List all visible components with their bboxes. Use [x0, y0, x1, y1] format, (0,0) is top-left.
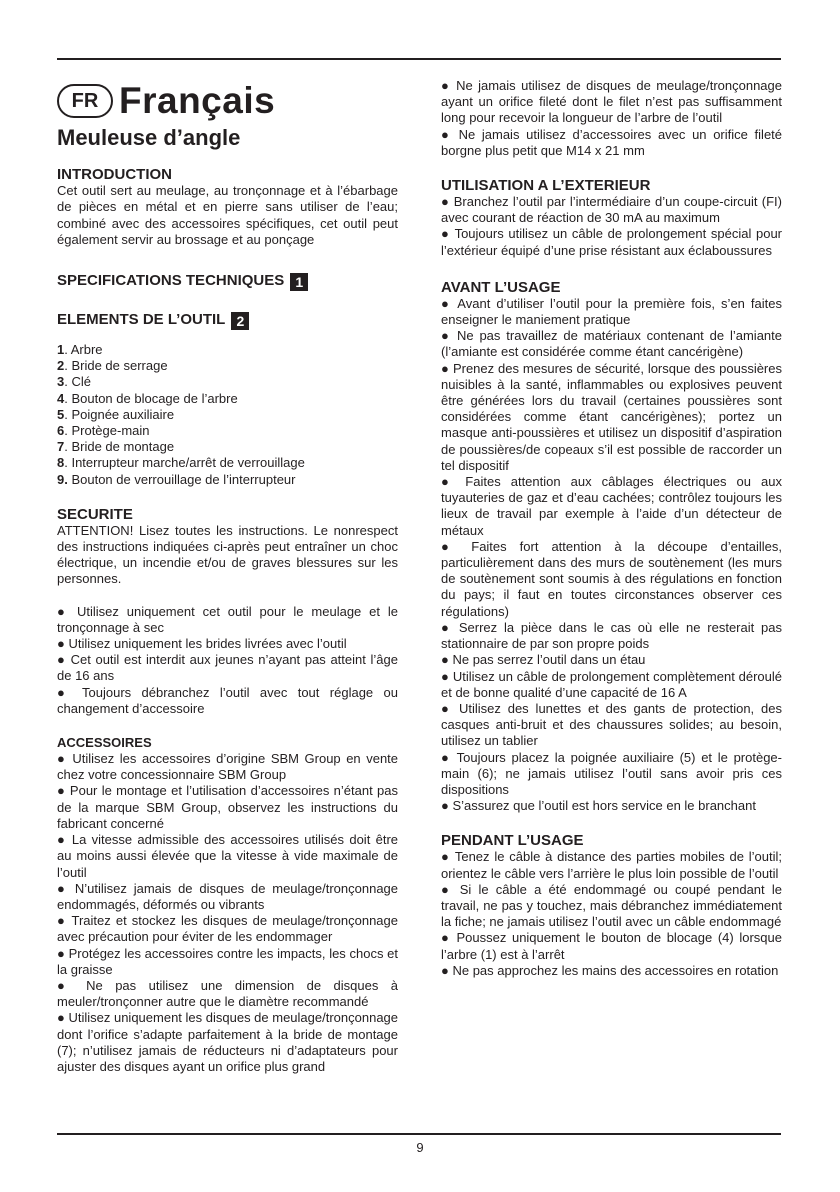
part-item — [57, 391, 398, 407]
elements-section — [57, 311, 398, 488]
left-column — [57, 78, 398, 1089]
securite-heading: SECURITE — [57, 505, 133, 523]
accessoires-heading: ACCESSOIRES — [57, 735, 152, 751]
bullet-item: ● Utilisez uniquement cet outil pour le meulage et le tronçonnage à sec — [57, 604, 398, 636]
bullet-item: ● Serrez la pièce dans le cas où elle ne resterait pas stationnaire de par son propre poids — [441, 620, 782, 652]
bullet-item: ● Avant d’utiliser l’outil pour la première fois, s’en faites enseigner le maniement pratique — [441, 296, 782, 328]
part-item — [57, 358, 398, 374]
securite-section — [57, 506, 398, 717]
part-label: . Bride de serrage — [64, 358, 168, 374]
introduction-text: Cet outil sert au meulage, au tronçonnage et à l’ébarbage de pièces en métal et en pierre sans utiliser de l’eau; combiné avec des accessoires spécifiques, cet outil peut également servir au brossage et au ponçage — [57, 183, 398, 247]
part-number: 1 — [57, 342, 65, 358]
top-rule — [57, 58, 781, 60]
parts-list — [57, 342, 398, 488]
language-header — [57, 78, 398, 124]
part-item — [57, 342, 398, 358]
bullet-item: ● Protégez les accessoires contre les impacts, les chocs et la graisse — [57, 946, 398, 978]
bullet-item: ● S’assurez que l’outil est hors service en le branchant — [441, 798, 782, 814]
introduction-section — [57, 166, 398, 248]
bullet-item: ● Faites attention aux câblages électriques ou aux tuyauteries de gaz et d’eau cachées; contrôlez toujours les lieux de travail par exemple à l’aide d’un détecteur de métaux — [441, 474, 782, 539]
part-item — [57, 455, 398, 471]
specs-section — [57, 272, 398, 291]
part-label: . Arbre — [64, 342, 103, 358]
bullet-item: ● Faites fort attention à la découpe d’entailles, particulièrement dans des murs de soutènement (les murs de soutènement sont soumis à des régulations en fonction du pays; il faut en toutes circonstances observer ces régulations) — [441, 539, 782, 620]
pendant-list — [441, 849, 782, 979]
avant-list — [441, 296, 782, 815]
exterieur-heading: UTILISATION A L’EXTERIEUR — [441, 177, 651, 195]
language-title: Français — [119, 79, 276, 121]
bottom-rule — [57, 1133, 781, 1135]
avant-section — [441, 279, 782, 815]
bullet-item: ● Ne pas serrez l’outil dans un étau — [441, 652, 782, 668]
part-number: 6 — [57, 423, 65, 439]
bullet-item: ● Ne pas travaillez de matériaux contenant de l’amiante (l’amiante est considérée comme étant cancérigène) — [441, 328, 782, 360]
bullet-item: ● Toujours utilisez un câble de prolongement spécial pour l’extérieur équipé d’une prise résistant aux éclaboussures — [441, 226, 782, 258]
part-item — [57, 423, 398, 439]
bullet-item: ● Ne jamais utilisez d’accessoires avec un orifice fileté borgne plus petit que M14 x 21 mm — [441, 127, 782, 159]
bullet-item: ● Si le câble a été endommagé ou coupé pendant le travail, ne pas y touchez, mais débranchez immédiatement la fiche; ne jamais utilisez l’outil avec un câble endommagé — [441, 882, 782, 931]
part-label: . Bride de montage — [64, 439, 175, 455]
bullet-item: ● Utilisez des lunettes et des gants de protection, des casques anti-bruit et des chaussures solides; au besoin, utilisez un tablier — [441, 701, 782, 750]
bullet-item: ● Poussez uniquement le bouton de blocage (4) lorsque l’arbre (1) est à l’arrêt — [441, 930, 782, 962]
part-label: . Clé — [64, 374, 91, 390]
bullet-item: ● Utilisez uniquement les brides livrées avec l’outil — [57, 636, 398, 652]
page-title: Meuleuse d’angle — [57, 125, 241, 150]
accessoires-continued-list — [441, 78, 782, 159]
elements-heading: ELEMENTS DE L’OUTIL 2 — [57, 311, 398, 330]
page-number: 9 — [416, 1140, 424, 1155]
bullet-item: ● Toujours débranchez l’outil avec tout réglage ou changement d’accessoire — [57, 685, 398, 717]
part-number: 2 — [57, 358, 65, 374]
part-number: 4 — [57, 390, 65, 406]
part-number: 3 — [57, 374, 65, 390]
pendant-heading: PENDANT L’USAGE — [441, 832, 584, 850]
bullet-item: ● N’utilisez jamais de disques de meulage/tronçonnage endommagés, déformés ou vibrants — [57, 881, 398, 913]
part-label: . Protège-main — [64, 423, 150, 439]
bullet-item: ● Toujours placez la poignée auxiliaire (5) et le protège-main (6); ne jamais utilisez l’outil sans avoir pris ces dispositions — [441, 750, 782, 799]
language-code-badge: FR — [57, 84, 113, 118]
part-label: . Interrupteur marche/arrêt de verrouillage — [64, 455, 305, 471]
right-column — [441, 78, 782, 993]
exterieur-section — [441, 177, 782, 259]
exterieur-list — [441, 194, 782, 259]
bullet-item: ● Ne jamais utilisez de disques de meulage/tronçonnage ayant un orifice fileté dont le filet n’est pas suffisamment long pour recevoir la longueur de l’arbre de l’outil — [441, 78, 782, 127]
bullet-item: ● Ne pas utilisez une dimension de disques à meuler/tronçonner autre que le diamètre recommandé — [57, 978, 398, 1010]
bullet-item: ● Utilisez uniquement les disques de meulage/tronçonnage dont l’orifice s’adapte parfaitement à la bride de montage (7); n’utilisez jamais de réducteurs ni d’adaptateurs pour ajuster des disques ayant un orifice plus grand — [57, 1010, 398, 1075]
securite-intro: ATTENTION! Lisez toutes les instructions. Le nonrespect des instructions indiquées ci-après peut entraîner un choc électrique, un incendie et/ou de graves blessures sur les personnes. — [57, 522, 398, 587]
part-item — [57, 374, 398, 390]
part-item — [57, 472, 398, 488]
figure-badge: 2 — [231, 312, 249, 330]
bullet-item: ● La vitesse admissible des accessoires utilisés doit être au moins aussi élevée que la vitesse à vide maximale de l’outil — [57, 832, 398, 881]
bullet-item: ● Tenez le câble à distance des parties mobiles de l’outil; orientez le câble vers l’arrière le plus loin possible de l’outil — [441, 849, 782, 881]
securite-list — [57, 604, 398, 717]
accessoires-continued — [441, 78, 782, 159]
part-item — [57, 407, 398, 423]
part-label: . Poignée auxiliaire — [64, 406, 175, 422]
bullet-item: ● Prenez des mesures de sécurité, lorsque des poussières nuisibles à la santé, inflammables ou explosives peuvent être générées lors du travail (certaines poussières sont considérées comme étant cancérigènes); portez un masque anti-poussières et utilisez un dispositif d’aspiration de poussières/de copeaux s’il est possible de raccorder un tel dispositif — [441, 361, 782, 474]
bullet-item: ● Branchez l’outil par l’intermédiaire d’un coupe-circuit (FI) avec courant de réaction de 30 mA au maximum — [441, 194, 782, 226]
bullet-item: ● Utilisez les accessoires d’origine SBM Group en vente chez votre concessionnaire SBM Group — [57, 751, 398, 783]
bullet-item: ● Ne pas approchez les mains des accessoires en rotation — [441, 963, 782, 979]
part-number: 7 — [57, 439, 65, 455]
part-number: 5 — [57, 406, 65, 422]
bullet-item: ● Utilisez un câble de prolongement complètement déroulé et de bonne qualité d’une capacité de 16 A — [441, 669, 782, 701]
bullet-item: ● Pour le montage et l’utilisation d’accessoires n’étant pas de la marque SBM Group, observez les instructions du fabricant concerné — [57, 783, 398, 832]
part-number: 9. — [57, 471, 68, 487]
bullet-item: ● Traitez et stockez les disques de meulage/tronçonnage avec précaution pour éviter de les endommager — [57, 913, 398, 945]
avant-heading: AVANT L’USAGE — [441, 278, 561, 296]
pendant-section — [441, 832, 782, 979]
part-number: 8 — [57, 455, 65, 471]
accessoires-section — [57, 735, 398, 1075]
specs-heading: SPECIFICATIONS TECHNIQUES 1 — [57, 272, 398, 291]
introduction-heading: INTRODUCTION — [57, 166, 172, 184]
bullet-item: ● Cet outil est interdit aux jeunes n’ayant pas atteint l’âge de 16 ans — [57, 652, 398, 684]
part-item — [57, 439, 398, 455]
figure-badge: 1 — [290, 273, 308, 291]
part-label: . Bouton de blocage de l’arbre — [64, 390, 238, 406]
part-label: Bouton de verrouillage de l’interrupteur — [67, 471, 296, 487]
accessoires-list — [57, 751, 398, 1075]
